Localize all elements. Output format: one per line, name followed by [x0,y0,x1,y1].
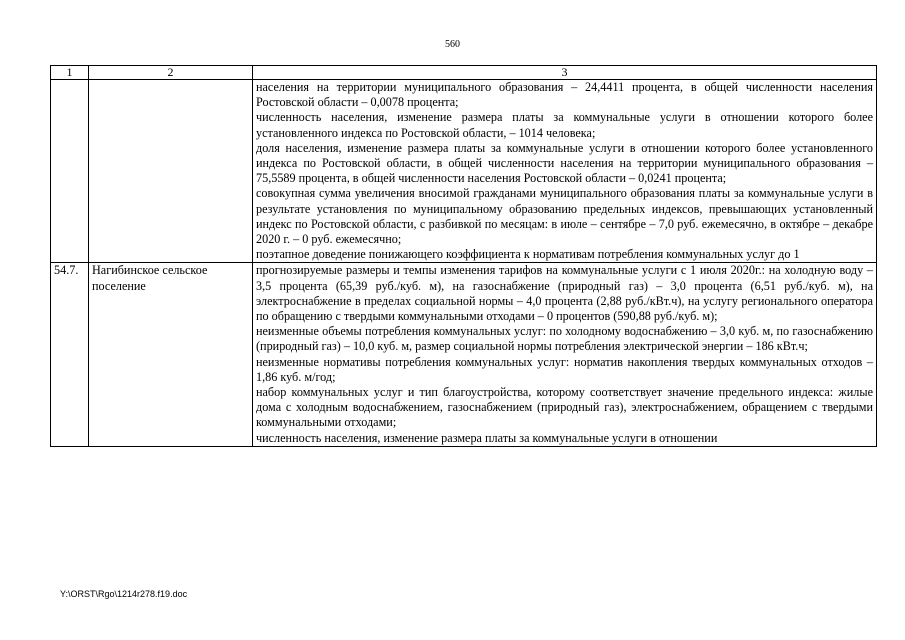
municipality-name-cell: Нагибинское сельское поселение [89,263,253,446]
row-number-cell [51,80,89,263]
paragraph: численность населения, изменение размера платы за коммунальные услуги в отношении которого более установленного индекса по Ростовской области, – 1014 человека; [256,110,873,140]
column-header-2: 2 [89,66,253,80]
row-number-cell: 54.7. [51,263,89,446]
paragraph: неизменные объемы потребления коммунальных услуг: по холодному водоснабжению – 3,0 куб. м, по газоснабжению (природный газ) – 10,0 куб. м, размер социальной нормы потребления электрической энергии – 186 кВт.ч; [256,324,873,354]
table-row [51,80,877,263]
paragraph: населения на территории муниципального образования – 24,4411 процента, в общей численности населения Ростовской области – 0,0078 процента; [256,80,873,110]
description-cell [253,80,877,263]
file-path-footer: Y:\ORST\Rgo\1214r278.f19.doc [60,589,188,599]
table-row [51,263,877,446]
paragraph: доля населения, изменение размера платы за коммунальные услуги в отношении которого более установленного индекса по Ростовской области, в общей численности населения на территории муниципального образования – 75,5589 процента, в общей численности населения Ростовской области – 0,0241 процента; [256,140,873,186]
column-header-3: 3 [253,66,877,80]
paragraph: поэтапное доведение понижающего коэффициента к нормативам потребления коммунальных услуг до 1 [256,247,800,262]
paragraph: прогнозируемые размеры и темпы изменения тарифов на коммунальные услуги с 1 июля 2020г.: на холодную воду – 3,5 процента (65,39 руб./куб. м), на газоснабжение (природный газ) – 3,0 процента (6,51 руб./куб. м), на электроснабжение в пределах социальной нормы – 4,0 процента (2,88 руб./кВт.ч), на услугу регионального оператора по обращению с твердыми коммунальными отходами – 0 процентов (590,88 руб./куб. м); [256,263,873,324]
description-cell [253,263,877,446]
table-header-row [51,66,877,80]
paragraph: совокупная сумма увеличения вносимой гражданами муниципального образования платы за коммунальные услуги в результате установления по муниципальному образованию предельных индексов, превышающих установленный индекс по Ростовской области, с разбивкой по месяцам: в июле – сентябре – 7,0 руб. ежемесячно, в октябре – декабре 2020 г. – 0 руб. ежемесячно; [256,186,873,247]
paragraph: набор коммунальных услуг и тип благоустройства, которому соответствует значение предельного индекса: жилые дома с холодным водоснабжением, газоснабжением (природный газ), электроснабжением, обращением с твердыми коммунальными отходами; [256,385,873,430]
column-header-1: 1 [51,66,89,80]
paragraph: численность населения, изменение размера платы за коммунальные услуги в отношении [256,430,718,445]
page-number: 560 [445,39,460,50]
paragraph: неизменные нормативы потребления коммунальных услуг: норматив накопления твердых коммунальных отходов – 1,86 куб. м/год; [256,354,873,384]
municipality-name-cell [89,80,253,263]
document-table [50,65,877,447]
